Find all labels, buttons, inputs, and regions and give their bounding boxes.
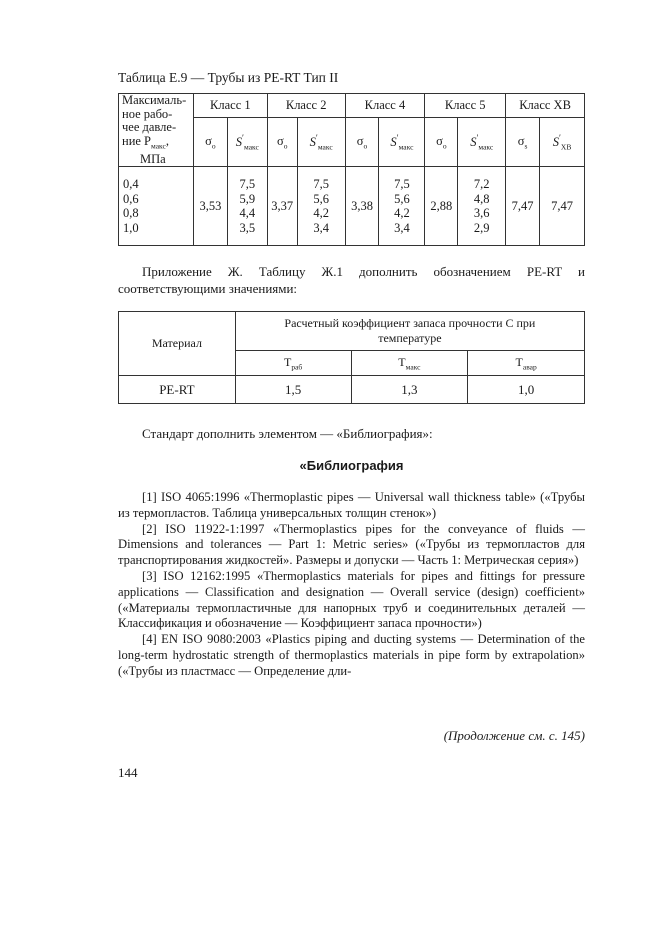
class-5-header: Класс 5 [425,94,506,118]
t-work-header: $T_{раб}$ [235,351,351,376]
material-cell: PE-RT [119,376,236,404]
s-values-class-1: 7,5 5,9 4,4 3,5 [227,167,267,246]
sigma-header: $\sigma_o$ [267,118,297,167]
s-max-header: $S'_{макс}$ [297,118,345,167]
pressure-values: 0,4 0,6 0,8 1,0 [119,167,194,246]
sigma-header: $\sigma_o$ [193,118,227,167]
reference-item: [3] ISO 12162:1995 «Thermoplastics materials for pipes and fittings for pressure applications — Classification and designation — Overall service (design) coefficient» («Материалы термопластичные для напорных труб и соединительных деталей — Классификация и обозначение — Коэффициент запаса прочности») [118,568,585,631]
s-xb-header: $S'_{XB}$ [540,118,585,167]
s-values-class-2: 7,5 5,6 4,2 3,4 [297,167,345,246]
reference-item: [1] ISO 4065:1996 «Thermoplastic pipes — Universal wall thickness table» («Трубы из термопластов. Таблица универсальных толщин стенок») [118,490,585,520]
s-values-class-5: 7,2 4,8 3,6 2,9 [458,167,506,246]
sigma-value-class-1: 3,53 [193,167,227,246]
max-pressure-header: Максималь- ное рабо- чее давле- ние $P_{макс}$, МПа [119,94,194,167]
standard-note: Стандарт дополнить элементом — «Библиография»: [142,426,433,441]
s-max-header: $S'_{макс}$ [227,118,267,167]
sigma-value-class-4: 3,38 [345,167,379,246]
references-list [118,490,585,680]
value-work: 1,5 [235,376,351,404]
sigma-header: $\sigma_o$ [345,118,379,167]
pipes-table [118,93,585,246]
sigma-value-class-xb: 7,47 [506,167,540,246]
class-1-header: Класс 1 [193,94,267,118]
s-max-header: $S'_{макс}$ [458,118,506,167]
sigma-header: $\sigma_o$ [425,118,458,167]
table-caption: Таблица Е.9 — Трубы из PE-RT Тип II [118,70,339,85]
sigma-s-header: $\sigma_s$ [506,118,540,167]
reference-item: [4] EN ISO 9080:2003 «Plastics piping and ducting systems — Determination of the long-term hydrostatic strength of thermoplastics materials in pipe form by extrapolation» («Трубы из пластмасс — Определение дли- [118,632,585,678]
value-emergency: 1,0 [468,376,585,404]
t-max-header: $T_{макс}$ [351,351,468,376]
class-xb-header: Класс XB [506,94,585,118]
safety-coefficient-header: Расчетный коэффициент запаса прочности С при температуре [235,312,584,351]
sigma-value-class-5: 2,88 [425,167,458,246]
class-4-header: Класс 4 [345,94,425,118]
s-value-class-xb: 7,47 [540,167,585,246]
page-number: 144 [118,765,138,780]
t-emergency-header: $T_{авар}$ [468,351,585,376]
reference-item: [2] ISO 11922-1:1997 «Thermoplastics pipes for the conveyance of fluids — Dimensions and tolerances — Part 1: Metric series» («Трубы из термопластов для транспортирования жидкостей». Размеры и допуски — Часть 1: Метрическая серия») [118,521,585,568]
appendix-note: Приложение Ж. Таблицу Ж.1 дополнить обозначением PE-RT и соответствующими значениями: [118,264,585,296]
safety-factor-table [118,311,585,404]
material-header: Материал [119,312,236,376]
s-max-header: $S'_{макс}$ [379,118,425,167]
continuation-note: (Продолжение см. с. 145) [443,728,585,743]
sigma-value-class-2: 3,37 [267,167,297,246]
bibliography-title: «Библиография [299,458,404,473]
s-values-class-4: 7,5 5,6 4,2 3,4 [379,167,425,246]
class-2-header: Класс 2 [267,94,345,118]
value-max: 1,3 [351,376,468,404]
